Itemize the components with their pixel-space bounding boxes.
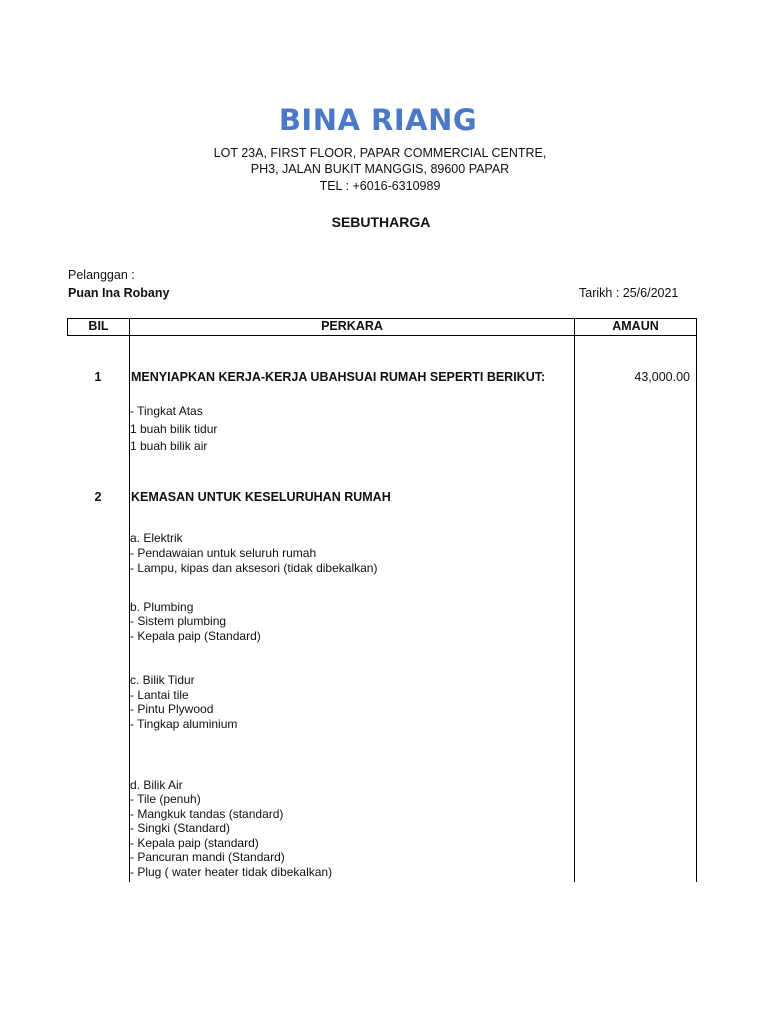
item-detail-line: - Tingkap aluminium — [130, 717, 238, 731]
item-detail-line: 1 buah bilik air — [130, 439, 208, 453]
group-heading-bilik-tidur: c. Bilik Tidur — [130, 673, 195, 687]
company-name: BINA RIANG — [278, 103, 478, 137]
item-detail-line: - Tile (penuh) — [130, 792, 201, 806]
item-title: KEMASAN UNTUK KESELURUHAN RUMAH — [131, 490, 391, 504]
item-detail-line: - Tingkat Atas — [130, 404, 203, 418]
item-title: MENYIAPKAN KERJA-KERJA UBAHSUAI RUMAH SEPERTI BERIKUT: — [131, 370, 546, 384]
address-line-1: LOT 23A, FIRST FLOOR, PAPAR COMMERCIAL CENTRE, — [213, 146, 547, 160]
customer-label: Pelanggan : — [68, 268, 135, 282]
table-divider-perkara — [574, 318, 575, 882]
item-detail-line: - Sistem plumbing — [130, 614, 227, 628]
customer-name: Puan Ina Robany — [68, 286, 170, 300]
item-detail-line: - Kepala paip (standard) — [130, 836, 259, 850]
item-detail-line: - Lampu, kipas dan aksesori (tidak dibekalkan) — [130, 561, 378, 575]
item-detail-line: - Kepala paip (Standard) — [130, 629, 261, 643]
address-line-2: PH3, JALAN BUKIT MANGGIS, 89600 PAPAR — [250, 162, 510, 176]
item-detail-line: - Plug ( water heater tidak dibekalkan) — [130, 865, 333, 879]
item-number: 1 — [94, 370, 102, 384]
item-detail-line: - Pendawaian untuk seluruh rumah — [130, 546, 317, 560]
column-header-perkara: PERKARA — [321, 319, 383, 333]
quote-date: Tarikh : 25/6/2021 — [579, 286, 679, 300]
item-detail-line: - Singki (Standard) — [130, 821, 231, 835]
item-detail-line: - Pancuran mandi (Standard) — [130, 850, 285, 864]
address-line-3: TEL : +6016-6310989 — [319, 179, 441, 193]
group-heading-elektrik: a. Elektrik — [130, 531, 183, 545]
group-heading-bilik-air: d. Bilik Air — [130, 778, 183, 792]
table-header-border — [67, 335, 697, 336]
column-header-amaun: AMAUN — [612, 319, 659, 333]
item-detail-line: - Pintu Plywood — [130, 702, 214, 716]
document-title: SEBUTHARGA — [331, 214, 431, 230]
table-right-border — [696, 318, 697, 882]
item-number: 2 — [94, 490, 102, 504]
item-detail-line: - Lantai tile — [130, 688, 189, 702]
item-detail-line: 1 buah bilik tidur — [130, 422, 218, 436]
column-header-bil: BIL — [88, 319, 109, 333]
group-heading-plumbing: b. Plumbing — [130, 600, 194, 614]
item-amount: 43,000.00 — [634, 370, 690, 384]
item-detail-line: - Mangkuk tandas (standard) — [130, 807, 284, 821]
